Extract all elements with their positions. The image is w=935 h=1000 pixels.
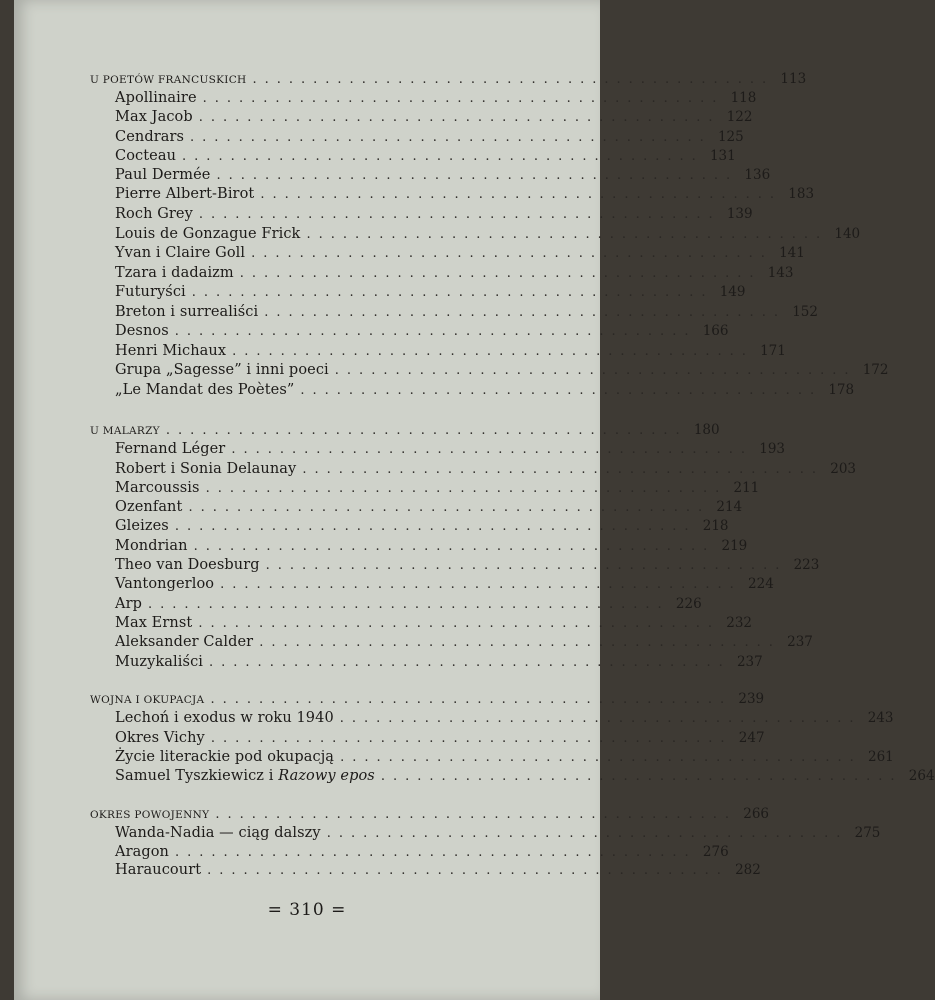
- toc-entry: [115, 303, 818, 322]
- toc-page-number: 166: [702, 323, 729, 339]
- toc-page-number: 232: [726, 615, 753, 631]
- toc-page-number: 113: [780, 71, 807, 87]
- toc-page-number: 118: [730, 90, 757, 106]
- toc-entry-title: Cendrars: [115, 129, 185, 145]
- toc-entry: [115, 537, 748, 556]
- toc-entry-title-italic: Razowy epos: [278, 768, 375, 784]
- dot-leader: ...........................................: [302, 462, 825, 477]
- toc-entry: [115, 225, 861, 244]
- toc-page-number: 131: [709, 148, 736, 164]
- toc-entry: [115, 322, 729, 341]
- toc-entry: [115, 283, 746, 302]
- toc-entry-title: Breton i surrealiści: [115, 304, 259, 320]
- dot-leader: ...........................................: [193, 539, 716, 554]
- toc-entry: [115, 595, 702, 614]
- toc-entry-title: Okres Vichy: [115, 730, 205, 746]
- toc-entry: [115, 479, 760, 498]
- toc-entry: [115, 498, 743, 517]
- page-number-footer: = 310 =: [267, 900, 347, 920]
- toc-entry: [115, 108, 753, 127]
- toc-entry-title: Gleizes: [115, 518, 169, 534]
- toc-entry: [115, 264, 794, 283]
- dot-leader: ...........................................: [198, 207, 721, 222]
- toc-entry: [115, 128, 744, 147]
- dot-leader: ...........................................: [202, 91, 725, 106]
- toc-entry-title: [115, 767, 375, 786]
- toc-page-number: 218: [702, 518, 729, 534]
- toc-entry-title: „Le Mandat des Poètes”: [115, 382, 295, 398]
- toc-page-number: 193: [759, 441, 786, 457]
- dot-leader: ...........................................: [339, 711, 862, 726]
- toc-heading-okres: [90, 805, 770, 824]
- toc-page-number: 136: [744, 167, 771, 183]
- toc-entry: [115, 861, 761, 880]
- toc-entry-title: Desnos: [115, 323, 169, 339]
- dot-leader: ...........................................: [191, 285, 714, 300]
- toc-entry: [115, 824, 881, 843]
- toc-entry: [115, 440, 786, 459]
- dot-leader: ...........................................: [264, 305, 786, 320]
- toc-entry-title: Wanda-Nadia — ciąg dalszy: [115, 825, 321, 841]
- toc-heading-wojna: [90, 690, 765, 709]
- toc-heading-poeci: [90, 70, 807, 89]
- toc-entry-title: Marcoussis: [115, 480, 200, 496]
- toc-entry-title: Życie literackie pod okupacją: [115, 749, 335, 765]
- dot-leader: ...........................................: [174, 519, 697, 534]
- book-page: [14, 0, 935, 1000]
- toc-entry-title: Tzara i dadaizm: [115, 265, 234, 281]
- toc-entry: [115, 633, 813, 652]
- toc-entry-title: Max Ernst: [115, 615, 193, 631]
- toc-entry-title: Arp: [115, 596, 142, 612]
- toc-page-number: 140: [834, 226, 861, 242]
- toc-entry: [115, 767, 935, 786]
- toc-page-number: 223: [793, 557, 820, 573]
- toc-page-number: 214: [716, 499, 743, 515]
- toc-entry-title: Yvan i Claire Goll: [115, 245, 246, 261]
- toc-entry: [115, 342, 786, 361]
- toc-page-number: 183: [788, 186, 815, 202]
- toc-entry-title: Vantongerloo: [115, 576, 215, 592]
- dot-leader: ...........................................: [220, 577, 742, 592]
- toc-heading-title: U MALARZY: [90, 425, 160, 437]
- toc-page-number: 211: [733, 480, 760, 496]
- toc-entry: [115, 89, 757, 108]
- toc-heading-malarze: [90, 421, 720, 440]
- dot-leader: ...........................................: [334, 363, 857, 378]
- toc-entry: [115, 748, 894, 767]
- toc-entry: [115, 575, 774, 594]
- dot-leader: ...........................................: [326, 826, 849, 841]
- toc-entry-title: Max Jacob: [115, 109, 193, 125]
- dot-leader: ...........................................: [207, 863, 729, 878]
- toc-entry: [115, 147, 736, 166]
- dot-leader: ...........................................: [182, 149, 704, 164]
- dot-leader: ...........................................: [340, 750, 862, 765]
- toc-page-number: 237: [736, 654, 763, 670]
- dot-leader: ...........................................: [232, 344, 754, 359]
- toc-entry-title: Cocteau: [115, 148, 177, 164]
- toc-entry-title: Pierre Albert-Birot: [115, 186, 255, 202]
- toc-entry-title: Grupa „Sagesse” i inni poeci: [115, 362, 329, 378]
- toc-entry: [115, 653, 763, 672]
- toc-entry-title: Aleksander Calder: [115, 634, 254, 650]
- dot-leader: ...........................................: [215, 807, 738, 822]
- dot-leader: ...........................................: [259, 635, 781, 650]
- dot-leader: ...........................................: [198, 616, 721, 631]
- toc-page-number: 226: [675, 596, 702, 612]
- toc-entry-title: Haraucourt: [115, 862, 202, 878]
- toc-page-number: 143: [767, 265, 794, 281]
- dot-leader: ...........................................: [252, 72, 775, 87]
- toc-page-number: 237: [787, 634, 813, 650]
- toc-entry: [115, 614, 753, 633]
- toc-page-number: 171: [760, 343, 786, 359]
- toc-page-number: 178: [828, 382, 855, 398]
- toc-page-number: 243: [867, 710, 894, 726]
- toc-page-number: 261: [867, 749, 894, 765]
- toc-page-number: 172: [862, 362, 889, 378]
- dot-leader: ...........................................: [175, 845, 697, 860]
- toc-page-number: 239: [738, 691, 765, 707]
- toc-page-number: 203: [830, 461, 857, 477]
- toc-heading-title: WOJNA I OKUPACJA: [90, 694, 205, 706]
- toc-entry-title: Henri Michaux: [115, 343, 227, 359]
- toc-page-number: 152: [792, 304, 818, 320]
- toc-entry-title: Robert i Sonia Delaunay: [115, 461, 297, 477]
- toc-entry-title: Aragon: [115, 844, 169, 860]
- toc-page-number: 282: [735, 862, 761, 878]
- toc-entry-title-prefix: Samuel Tyszkiewicz i: [115, 768, 279, 784]
- toc-page-number: 275: [854, 825, 881, 841]
- toc-entry: [115, 361, 889, 380]
- toc-entry-title: Lechoń i exodus w roku 1940: [115, 710, 334, 726]
- dot-leader: ...........................................: [306, 227, 829, 242]
- toc-page-number: 122: [726, 109, 753, 125]
- toc-entry: [115, 205, 753, 224]
- dot-leader: ...........................................: [210, 731, 733, 746]
- dot-leader: ...........................................: [174, 324, 697, 339]
- toc-page-number: 276: [702, 844, 729, 860]
- dot-leader: ...........................................: [165, 423, 688, 438]
- dot-leader: ...........................................: [188, 500, 711, 515]
- dot-leader: ...........................................: [205, 481, 728, 496]
- toc-page-number: 125: [717, 129, 744, 145]
- toc-entry: [115, 185, 815, 204]
- toc-entry-title: Louis de Gonzague Frick: [115, 226, 301, 242]
- toc-entry: [115, 843, 729, 862]
- toc-entry: [115, 556, 820, 575]
- dot-leader: ...........................................: [251, 246, 773, 261]
- toc-entry-title: Theo van Doesburg: [115, 557, 260, 573]
- dot-leader: ...........................................: [300, 383, 823, 398]
- toc-entry: [115, 166, 771, 185]
- dot-leader: ...........................................: [198, 110, 721, 125]
- toc-page-number: 141: [779, 245, 805, 261]
- toc-heading-title: U POETÓW FRANCUSKICH: [90, 74, 247, 86]
- dot-leader: ...........................................: [265, 558, 788, 573]
- toc-entry-title: Fernand Léger: [115, 441, 226, 457]
- toc-page-number: 180: [693, 422, 720, 438]
- toc-entry-title: Mondrian: [115, 538, 188, 554]
- toc-page-number: 219: [721, 538, 748, 554]
- toc-entry-title: Paul Dermée: [115, 167, 211, 183]
- dot-leader: ...........................................: [216, 168, 739, 183]
- dot-leader: ...........................................: [260, 187, 783, 202]
- toc-entry-title: Muzykaliści: [115, 654, 204, 670]
- toc-entry-title: Ozenfant: [115, 499, 183, 515]
- toc-entry: [115, 381, 855, 400]
- dot-leader: ...........................................: [380, 769, 903, 784]
- toc-page-number: 266: [743, 806, 770, 822]
- toc-entry: [115, 517, 729, 536]
- toc-page-number: 139: [726, 206, 753, 222]
- toc-entry: [115, 729, 765, 748]
- toc-entry: [115, 460, 857, 479]
- toc-page-number: 224: [748, 576, 774, 592]
- dot-leader: ...........................................: [148, 597, 670, 612]
- toc-entry-title: Roch Grey: [115, 206, 193, 222]
- dot-leader: ...........................................: [231, 442, 754, 457]
- toc-entry: [115, 244, 805, 263]
- toc-entry: [115, 709, 894, 728]
- dot-leader: ...........................................: [239, 266, 762, 281]
- toc-page-number: 149: [719, 284, 746, 300]
- toc-entry-title: Apollinaire: [115, 90, 197, 106]
- toc-page-number: 247: [738, 730, 765, 746]
- dot-leader: ...........................................: [190, 130, 712, 145]
- toc-heading-title: OKRES POWOJENNY: [90, 809, 210, 821]
- toc-entry-title: Futuryści: [115, 284, 186, 300]
- dot-leader: ...........................................: [209, 655, 731, 670]
- dot-leader: ...........................................: [210, 692, 733, 707]
- toc-page-number: 264: [908, 768, 935, 784]
